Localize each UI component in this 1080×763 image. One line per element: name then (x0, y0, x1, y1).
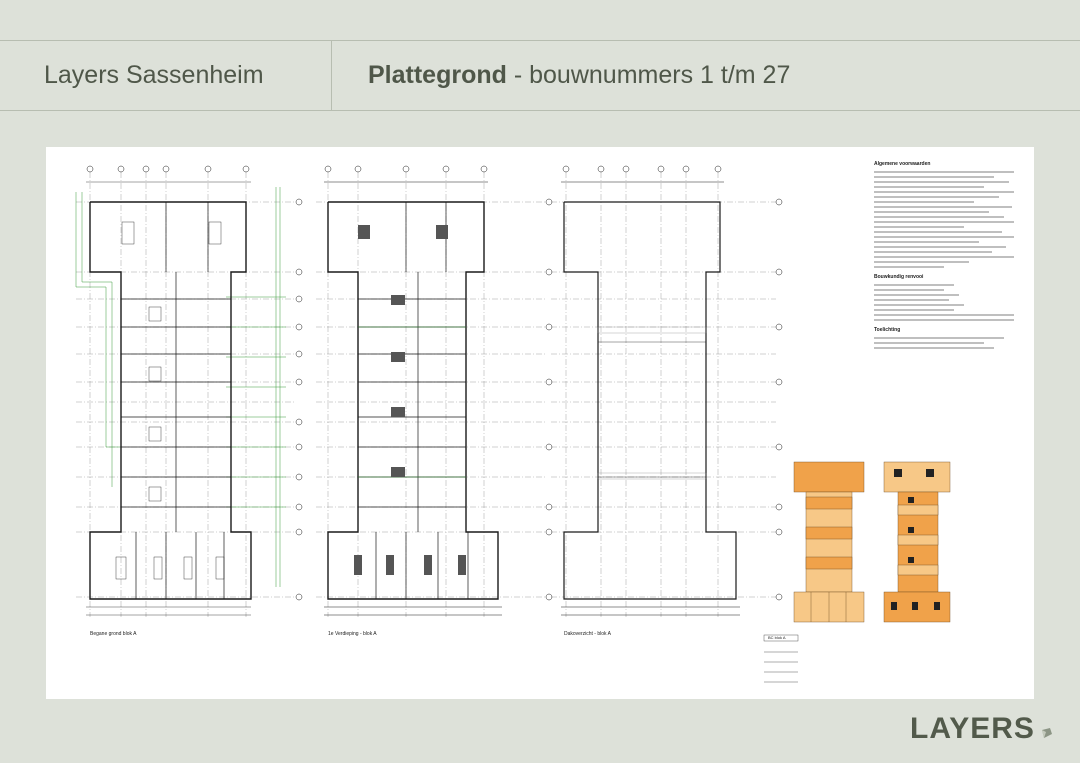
general-notes (874, 161, 1024, 352)
bc-table (764, 635, 798, 682)
layers-logo: LAYERS (910, 712, 1035, 745)
key-plan-right (884, 462, 950, 622)
plan-label-first-floor: 1e Verdieping - blok A (328, 631, 377, 637)
header-bar (0, 40, 1080, 111)
plan-ground-floor (76, 166, 302, 617)
floor-plan-sheet (46, 147, 1034, 699)
logo-mark-icon (1040, 728, 1052, 738)
bc-label: BC blok A (768, 635, 786, 640)
document-title (368, 61, 790, 90)
plan-label-ground-floor: Begane grond blok A (90, 631, 137, 637)
notes-heading-explanation: Toelichting (874, 327, 901, 333)
plan-roof (551, 166, 782, 617)
notes-heading-legend: Bouwkundig renvooi (874, 274, 924, 280)
header-divider (331, 41, 332, 110)
key-plan-left (794, 462, 864, 622)
plan-first-floor (316, 166, 552, 617)
document-title-bold: Plattegrond (368, 61, 507, 89)
document-title-rest: - bouwnummers 1 t/m 27 (506, 61, 791, 89)
notes-heading-general: Algemene voorwaarden (874, 161, 931, 167)
plan-label-roof: Dakoverzicht - blok A (564, 631, 611, 637)
project-title: Layers Sassenheim (44, 61, 264, 89)
